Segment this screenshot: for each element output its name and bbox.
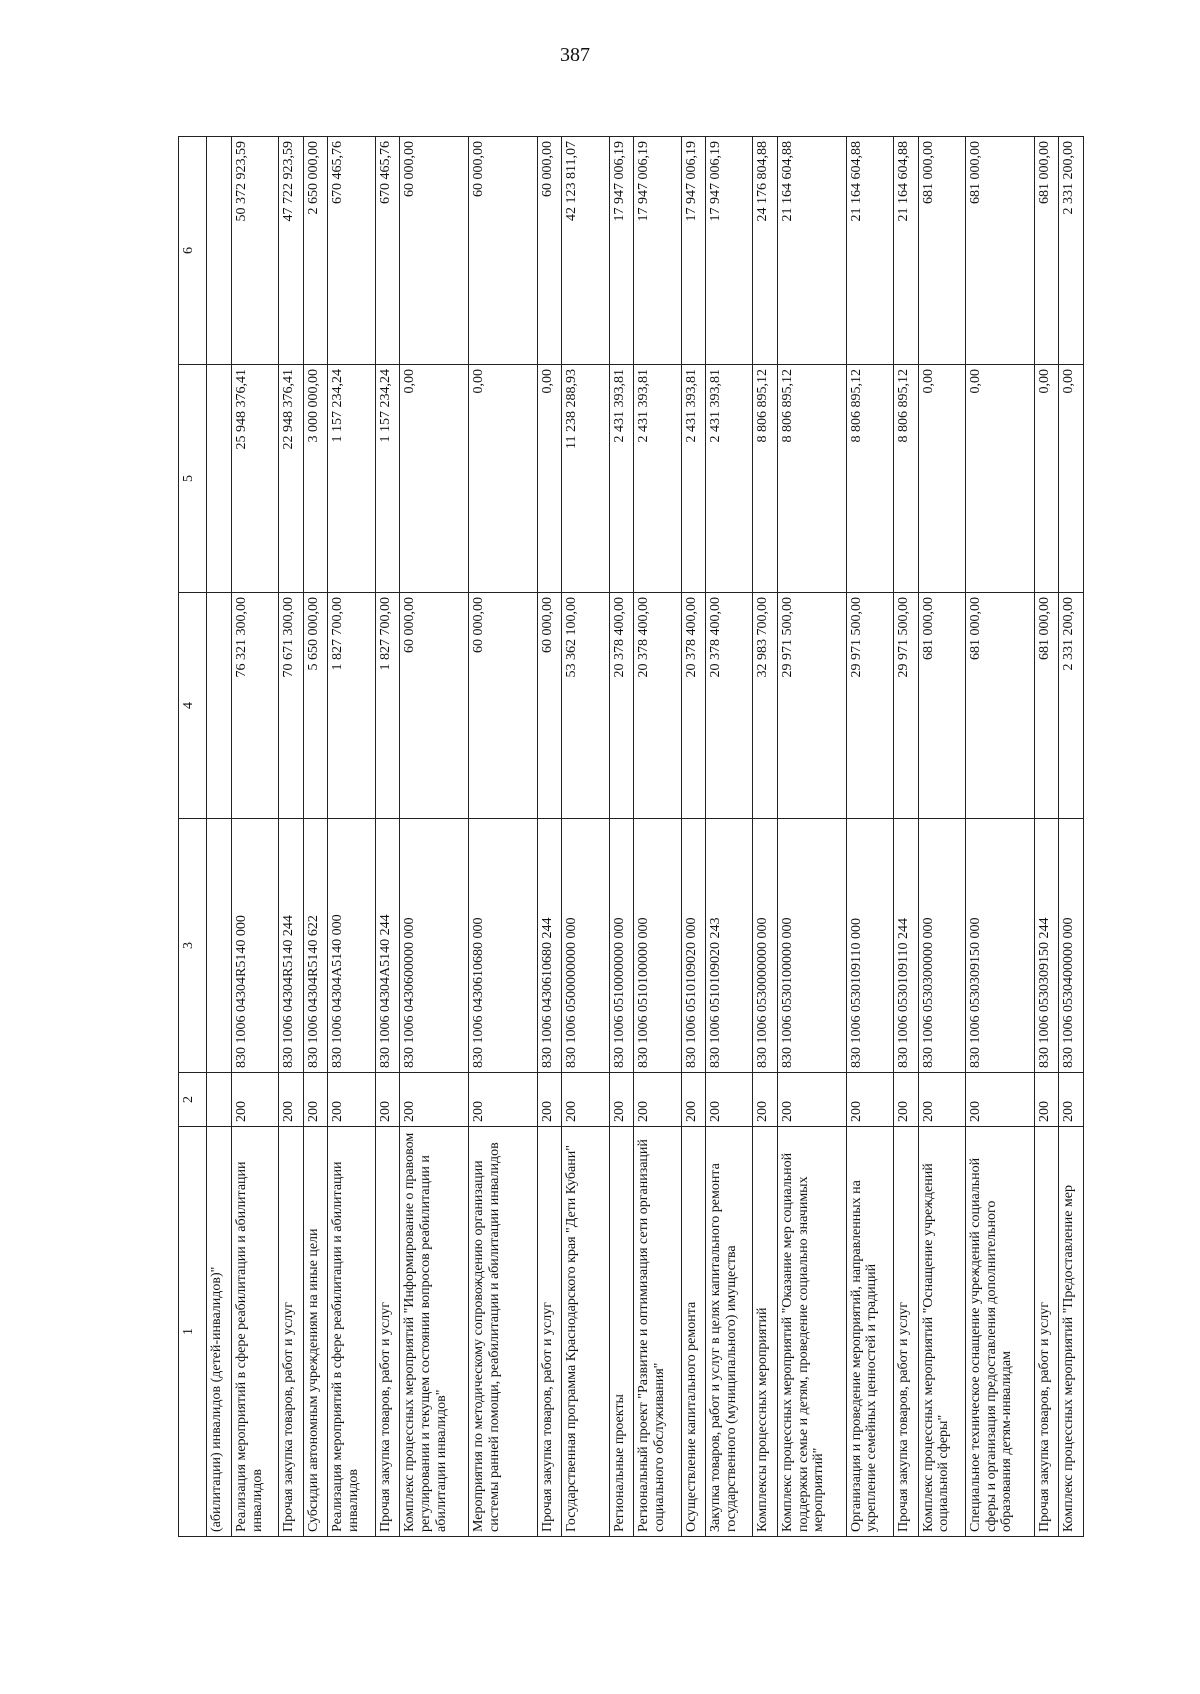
budget-code: 830 1006 0430600000 000 bbox=[400, 819, 469, 1073]
table-row bbox=[846, 137, 893, 1537]
row-name: Прочая закупка товаров, работ и услуг bbox=[894, 1127, 919, 1537]
budget-code: 830 1006 04304A5140 244 bbox=[375, 819, 400, 1073]
col4-value: 1 827 700,00 bbox=[375, 593, 400, 819]
col6-value: 50 372 923,59 bbox=[231, 137, 278, 365]
col6-value: 681 000,00 bbox=[1034, 137, 1059, 365]
col2-value: 200 bbox=[375, 1073, 400, 1127]
col5-value bbox=[207, 365, 232, 593]
col6-value: 2 331 200,00 bbox=[1059, 137, 1084, 365]
table-row bbox=[303, 137, 328, 1537]
row-name: Осуществление капитального ремонта bbox=[681, 1127, 706, 1537]
budget-code: 830 1006 0530109110 000 bbox=[846, 819, 893, 1073]
col5-value: 2 431 393,81 bbox=[706, 365, 753, 593]
table-row bbox=[279, 137, 304, 1537]
col2-value: 200 bbox=[966, 1073, 1035, 1127]
col4-value: 681 000,00 bbox=[966, 593, 1035, 819]
table-row bbox=[918, 137, 965, 1537]
row-name: Прочая закупка товаров, работ и услуг bbox=[279, 1127, 304, 1537]
budget-code: 830 1006 0530000000 000 bbox=[753, 819, 778, 1073]
col6-value: 21 164 604,88 bbox=[777, 137, 846, 365]
budget-table-container bbox=[178, 137, 1084, 1537]
col4-value: 60 000,00 bbox=[537, 593, 562, 819]
budget-code: 830 1006 0500000000 000 bbox=[562, 819, 609, 1073]
col4-value: 32 983 700,00 bbox=[753, 593, 778, 819]
col4-value: 60 000,00 bbox=[400, 593, 469, 819]
budget-code bbox=[207, 819, 232, 1073]
col6-value: 42 123 811,07 bbox=[562, 137, 609, 365]
budget-code: 830 1006 0510100000 000 bbox=[634, 819, 681, 1073]
col5-value: 25 948 376,41 bbox=[231, 365, 278, 593]
col2-value: 200 bbox=[328, 1073, 375, 1127]
table-row bbox=[681, 137, 706, 1537]
col4-value: 20 378 400,00 bbox=[706, 593, 753, 819]
col5-value: 0,00 bbox=[469, 365, 538, 593]
col6-value: 681 000,00 bbox=[966, 137, 1035, 365]
budget-table bbox=[178, 136, 1084, 1537]
col6-value: 17 947 006,19 bbox=[681, 137, 706, 365]
col5-value: 8 806 895,12 bbox=[894, 365, 919, 593]
col5-value: 11 238 288,93 bbox=[562, 365, 609, 593]
column-header: 4 bbox=[179, 593, 207, 819]
budget-code: 830 1006 04304R5140 000 bbox=[231, 819, 278, 1073]
col4-value: 29 971 500,00 bbox=[894, 593, 919, 819]
row-name: Комплексы процессных мероприятий bbox=[753, 1127, 778, 1537]
budget-code: 830 1006 0530100000 000 bbox=[777, 819, 846, 1073]
col2-value: 200 bbox=[231, 1073, 278, 1127]
col4-value: 20 378 400,00 bbox=[681, 593, 706, 819]
col6-value: 17 947 006,19 bbox=[609, 137, 634, 365]
col6-value: 17 947 006,19 bbox=[634, 137, 681, 365]
table-row bbox=[706, 137, 753, 1537]
column-header: 6 bbox=[179, 137, 207, 365]
col6-value: 60 000,00 bbox=[400, 137, 469, 365]
col2-value: 200 bbox=[609, 1073, 634, 1127]
table-row bbox=[894, 137, 919, 1537]
row-name: Комплекс процессных мероприятий "Оказание мер социальной поддержки семье и детям, проведение социально значимых мероприятий" bbox=[777, 1127, 846, 1537]
col2-value: 200 bbox=[537, 1073, 562, 1127]
budget-code: 830 1006 04304R5140 244 bbox=[279, 819, 304, 1073]
col4-value: 681 000,00 bbox=[918, 593, 965, 819]
col4-value: 60 000,00 bbox=[469, 593, 538, 819]
col2-value: 200 bbox=[894, 1073, 919, 1127]
col4-value: 76 321 300,00 bbox=[231, 593, 278, 819]
header-row bbox=[179, 137, 207, 1537]
table-row bbox=[1034, 137, 1059, 1537]
table-row bbox=[777, 137, 846, 1537]
col5-value: 0,00 bbox=[1059, 365, 1084, 593]
table-row bbox=[1059, 137, 1084, 1537]
row-name: Субсидии автономным учреждениям на иные цели bbox=[303, 1127, 328, 1537]
col2-value: 200 bbox=[279, 1073, 304, 1127]
col2-value: 200 bbox=[1034, 1073, 1059, 1127]
row-name: Специальное техническое оснащение учреждений социальной сферы и организация предоставления дополнительного образования детям-инвалидам bbox=[966, 1127, 1035, 1537]
column-header: 2 bbox=[179, 1073, 207, 1127]
budget-code: 830 1006 0510000000 000 bbox=[609, 819, 634, 1073]
col6-value: 681 000,00 bbox=[918, 137, 965, 365]
table-row bbox=[469, 137, 538, 1537]
col2-value: 200 bbox=[681, 1073, 706, 1127]
column-header: 3 bbox=[179, 819, 207, 1073]
col5-value: 0,00 bbox=[918, 365, 965, 593]
col2-value: 200 bbox=[706, 1073, 753, 1127]
row-name: Реализация мероприятий в сфере реабилитации и абилитации инвалидов bbox=[328, 1127, 375, 1537]
table-row bbox=[634, 137, 681, 1537]
col4-value: 20 378 400,00 bbox=[609, 593, 634, 819]
budget-code: 830 1006 0510109020 000 bbox=[681, 819, 706, 1073]
col4-value: 681 000,00 bbox=[1034, 593, 1059, 819]
budget-code: 830 1006 0530300000 000 bbox=[918, 819, 965, 1073]
row-name: Региональные проекты bbox=[609, 1127, 634, 1537]
col2-value: 200 bbox=[303, 1073, 328, 1127]
row-name: Государственная программа Краснодарского края "Дети Кубани" bbox=[562, 1127, 609, 1537]
budget-code: 830 1006 04304A5140 000 bbox=[328, 819, 375, 1073]
col4-value: 29 971 500,00 bbox=[777, 593, 846, 819]
col5-value: 2 431 393,81 bbox=[609, 365, 634, 593]
row-name: Прочая закупка товаров, работ и услуг bbox=[537, 1127, 562, 1537]
table-row bbox=[400, 137, 469, 1537]
col6-value: 47 722 923,59 bbox=[279, 137, 304, 365]
budget-code: 830 1006 0530109110 244 bbox=[894, 819, 919, 1073]
table-row bbox=[375, 137, 400, 1537]
col5-value: 8 806 895,12 bbox=[753, 365, 778, 593]
col2-value: 200 bbox=[777, 1073, 846, 1127]
col5-value: 2 431 393,81 bbox=[634, 365, 681, 593]
col4-value: 5 650 000,00 bbox=[303, 593, 328, 819]
col6-value bbox=[207, 137, 232, 365]
col6-value: 21 164 604,88 bbox=[846, 137, 893, 365]
col5-value: 22 948 376,41 bbox=[279, 365, 304, 593]
budget-code: 830 1006 04304R5140 622 bbox=[303, 819, 328, 1073]
column-header: 1 bbox=[179, 1127, 207, 1537]
col5-value: 8 806 895,12 bbox=[846, 365, 893, 593]
row-name: Комплекс процессных мероприятий "Оснащение учреждений социальной сферы" bbox=[918, 1127, 965, 1537]
page-number: 387 bbox=[560, 44, 590, 66]
col2-value: 200 bbox=[634, 1073, 681, 1127]
table-row bbox=[753, 137, 778, 1537]
col2-value: 200 bbox=[400, 1073, 469, 1127]
col6-value: 17 947 006,19 bbox=[706, 137, 753, 365]
row-name: Региональный проект "Развитие и оптимизация сети организаций социального обслуживания" bbox=[634, 1127, 681, 1537]
table-row bbox=[609, 137, 634, 1537]
row-name: Реализация мероприятий в сфере реабилитации и абилитации инвалидов bbox=[231, 1127, 278, 1537]
col5-value: 2 431 393,81 bbox=[681, 365, 706, 593]
row-name: Прочая закупка товаров, работ и услуг bbox=[1034, 1127, 1059, 1537]
col4-value bbox=[207, 593, 232, 819]
col2-value: 200 bbox=[918, 1073, 965, 1127]
budget-code: 830 1006 0530309150 000 bbox=[966, 819, 1035, 1073]
budget-code: 830 1006 0530400000 000 bbox=[1059, 819, 1084, 1073]
col4-value: 1 827 700,00 bbox=[328, 593, 375, 819]
budget-code: 830 1006 0430610680 000 bbox=[469, 819, 538, 1073]
col4-value: 29 971 500,00 bbox=[846, 593, 893, 819]
col2-value: 200 bbox=[753, 1073, 778, 1127]
row-name: Закупка товаров, работ и услуг в целях капитального ремонта государственного (муниципального) имущества bbox=[706, 1127, 753, 1537]
row-name: Мероприятия по методическому сопровождению организации системы ранней помощи, реабилитации и абилитации инвалидов bbox=[469, 1127, 538, 1537]
col5-value: 1 157 234,24 bbox=[328, 365, 375, 593]
col6-value: 60 000,00 bbox=[537, 137, 562, 365]
col6-value: 2 650 000,00 bbox=[303, 137, 328, 365]
col5-value: 0,00 bbox=[1034, 365, 1059, 593]
col5-value: 3 000 000,00 bbox=[303, 365, 328, 593]
col5-value: 0,00 bbox=[400, 365, 469, 593]
column-header: 5 bbox=[179, 365, 207, 593]
col2-value: 200 bbox=[846, 1073, 893, 1127]
col5-value: 0,00 bbox=[966, 365, 1035, 593]
budget-code: 830 1006 0510109020 243 bbox=[706, 819, 753, 1073]
row-name: Комплекс процессных мероприятий "Предоставление мер bbox=[1059, 1127, 1084, 1537]
col6-value: 24 176 804,88 bbox=[753, 137, 778, 365]
row-name: (абилитации) инвалидов (детей-инвалидов)" bbox=[207, 1127, 232, 1537]
table-row bbox=[207, 137, 232, 1537]
row-name: Комплекс процессных мероприятий "Информирование о правовом регулировании и текущем состоянии вопросов реабилитации и абилитации инвалидов" bbox=[400, 1127, 469, 1537]
col5-value: 1 157 234,24 bbox=[375, 365, 400, 593]
col2-value bbox=[207, 1073, 232, 1127]
budget-code: 830 1006 0430610680 244 bbox=[537, 819, 562, 1073]
table-row bbox=[231, 137, 278, 1537]
col4-value: 20 378 400,00 bbox=[634, 593, 681, 819]
row-name: Организация и проведение мероприятий, направленных на укрепление семейных ценностей и традиций bbox=[846, 1127, 893, 1537]
col4-value: 70 671 300,00 bbox=[279, 593, 304, 819]
col6-value: 670 465,76 bbox=[375, 137, 400, 365]
col6-value: 670 465,76 bbox=[328, 137, 375, 365]
col4-value: 2 331 200,00 bbox=[1059, 593, 1084, 819]
table-row bbox=[562, 137, 609, 1537]
col6-value: 21 164 604,88 bbox=[894, 137, 919, 365]
col5-value: 0,00 bbox=[537, 365, 562, 593]
table-row bbox=[966, 137, 1035, 1537]
col2-value: 200 bbox=[469, 1073, 538, 1127]
col5-value: 8 806 895,12 bbox=[777, 365, 846, 593]
row-name: Прочая закупка товаров, работ и услуг bbox=[375, 1127, 400, 1537]
table-row bbox=[537, 137, 562, 1537]
col4-value: 53 362 100,00 bbox=[562, 593, 609, 819]
col2-value: 200 bbox=[562, 1073, 609, 1127]
budget-code: 830 1006 0530309150 244 bbox=[1034, 819, 1059, 1073]
table-row bbox=[328, 137, 375, 1537]
col6-value: 60 000,00 bbox=[469, 137, 538, 365]
col2-value: 200 bbox=[1059, 1073, 1084, 1127]
